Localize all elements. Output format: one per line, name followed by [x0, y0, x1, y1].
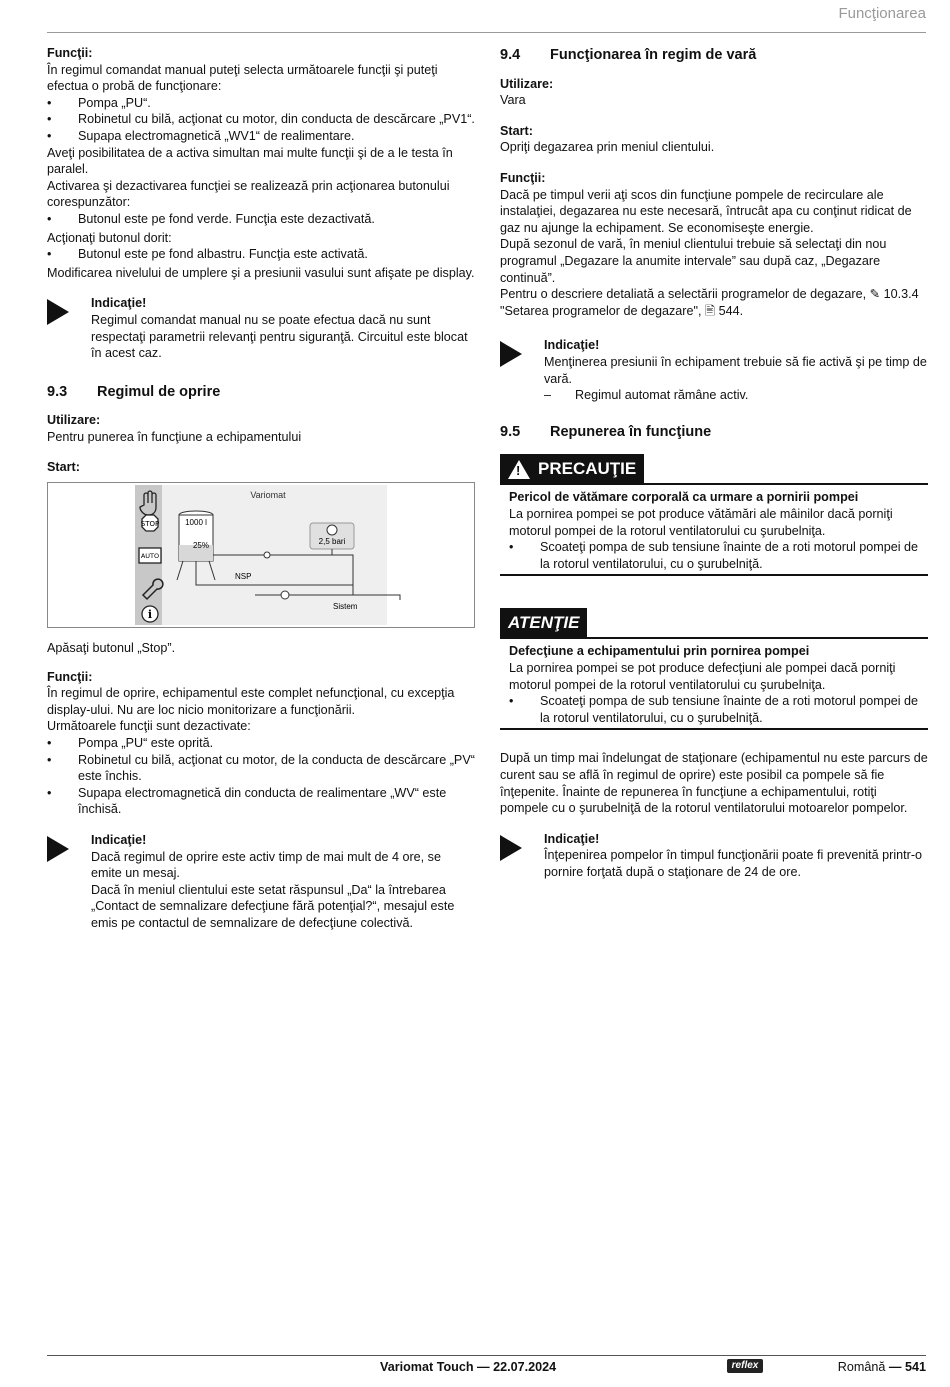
svg-text:i: i — [147, 608, 153, 622]
note-text: Înţepenirea pompelor în timpul funcţionării poate fi prevenită printr-o pornire forţată după o staţionare de 24 de ore. — [544, 848, 923, 879]
variomat-screen-figure — [47, 482, 475, 628]
list-item: • Pompa „PU“. — [47, 95, 475, 112]
note-text: Regimul comandat manual nu se poate efectua dacă nu sunt respectaţi parametrii relevanţi pentru siguranţă. Circuitul este blocat în acest caz. — [91, 312, 468, 361]
press-stop-text: Apăsaţi butonul „Stop”. — [47, 641, 176, 656]
tank-volume: 1000 l — [185, 518, 207, 528]
section-number: 9.5 — [500, 423, 521, 440]
list-item: • Supapa electromagnetică din conducta de realimentare „WV“ este închisă. — [47, 785, 475, 818]
note-box — [47, 295, 475, 361]
right-column — [500, 45, 928, 886]
pressure-gauge — [310, 523, 354, 549]
list-item: • Scoateţi pompa de sub tensiune înainte de a roti motorul pompei de la rotorul ventilatorului, cu o şurubelniţă. — [509, 539, 928, 572]
left-column — [47, 45, 475, 938]
list-item: – Regimul automat rămâne activ. — [544, 387, 928, 404]
note-text: Dacă regimul de oprire este activ timp de mai mult de 4 ore, se emite un mesaj. — [91, 849, 441, 881]
start-text: Opriţi degazarea prin meniul clientului. — [500, 140, 715, 155]
variomat-screen — [135, 485, 435, 625]
pressure-value: 2,5 bari — [318, 537, 346, 547]
section-title: Funcţionarea în regim de vară — [550, 47, 757, 63]
list-item: • Supapa electromagnetică „WV1“ de realimentare. — [47, 128, 475, 145]
paragraph: Acţionaţi butonul dorit: — [47, 230, 172, 245]
attention-text: La pornirea pompei se pot produce defecţiuni ale pompei dacă porniţi motorul pompei de la rotorul ventilatorului cu şurubelniţa. — [509, 660, 896, 692]
note-title: Indicaţie! — [544, 338, 600, 353]
arrow-icon — [47, 295, 91, 361]
note-box — [500, 831, 928, 881]
start-label: Start: — [500, 123, 533, 138]
note-text: Dacă în meniul clientului este setat răspunsul „Da“ la întrebarea „Contact de semnalizare defecţiune fără potenţial?“, mesajul este emis pe contactul de semnalizare de defecţiune colectivă. — [91, 882, 455, 930]
stop-label: STOP — [140, 520, 160, 529]
note-title: Indicaţie! — [91, 296, 147, 311]
warning-icon — [508, 460, 530, 479]
reflex-logo: reflex — [727, 1359, 763, 1373]
start-label: Start: — [47, 460, 80, 475]
functions-label: Funcţii: — [47, 46, 93, 60]
tank-level: 25% — [192, 541, 210, 551]
paragraph: Activarea şi dezactivarea funcţiei se realizează prin acţionarea butonului corespunzător: — [47, 178, 450, 210]
footer-doc: Variomat Touch — 22.07.2024 — [380, 1360, 557, 1374]
cross-reference[interactable]: Pentru o descriere detaliată a selectării programelor de degazare, ✎ 10.3.4 "Setarea programelor de degazare", 🖹 544. — [500, 287, 919, 318]
info-icon[interactable] — [142, 606, 158, 622]
section-title: Regimul de oprire — [97, 383, 221, 400]
attention-box — [500, 608, 928, 730]
section-heading — [500, 424, 928, 441]
usage-text: Pentru punerea în funcţiune a echipamentului — [47, 429, 302, 444]
paragraph: Următoarele funcţii sunt dezactivate: — [47, 719, 251, 734]
caution-text: La pornirea pompei se pot produce vătămări ale mâinilor dacă porniţi motorul pompei de la rotorul ventilatorului cu şurubelniţa. — [509, 506, 893, 538]
section-number: 9.3 — [47, 383, 68, 400]
functions-label: Funcţii: — [500, 170, 546, 185]
list-item: • Butonul este pe fond albastru. Funcţia este activată. — [47, 246, 475, 263]
nsp-label: NSP — [235, 572, 252, 582]
note-title: Indicaţie! — [91, 833, 147, 847]
footer-rule — [47, 1355, 926, 1356]
usage-label: Utilizare: — [500, 76, 554, 91]
footer-language: Română — [837, 1360, 886, 1374]
section-title: Repunerea în funcţiune — [550, 423, 712, 440]
paragraph: După un timp mai îndelungat de staţionare (echipamentul nu este parcurs de curent sau se află în regimul de oprire) este posibil ca pompele să fie înţepenite. Înainte de repunerea în funcţiune a echipamentului, rotiţi pompele cu o şurubelniţă de la rotorul ventilatorului motoarelor pompelor. — [500, 751, 928, 816]
system-label: Sistem — [333, 602, 358, 612]
arrow-icon — [500, 337, 544, 403]
page-number: — 541 — [888, 1360, 926, 1374]
attention-badge-label: ATENŢIE — [508, 613, 580, 633]
auto-label: AUTO — [140, 552, 160, 561]
auto-icon[interactable] — [139, 548, 161, 563]
caution-badge — [500, 454, 644, 483]
note-box — [500, 337, 928, 403]
list-item: • Butonul este pe fond verde. Funcţia este dezactivată. — [47, 211, 475, 228]
list-item: • Robinetul cu bilă, acţionat cu motor, din conducta de descărcare „PV1“. — [47, 111, 475, 128]
stop-icon[interactable] — [141, 515, 159, 531]
section-heading — [500, 47, 928, 64]
arrow-icon — [500, 831, 544, 881]
caution-title: Pericol de vătămare corporală ca urmare a pornirii pompei — [509, 490, 859, 505]
usage-text: Vara — [500, 93, 526, 108]
note-box — [47, 832, 475, 932]
attention-badge — [500, 608, 587, 637]
manual-intro: În regimul comandat manual puteţi selecta următoarele funcţii şi puteţi efectua o probă de funcţionare: — [47, 62, 438, 94]
list-item: • Scoateţi pompa de sub tensiune înainte de a roti motorul pompei de la rotorul ventilatorului, cu o şurubelniţă. — [509, 693, 928, 726]
section-number: 9.4 — [500, 47, 521, 63]
functions-label: Funcţii: — [47, 669, 93, 684]
list-item: • Robinetul cu bilă, acţionat cu motor, de la conducta de descărcare „PV“ este închis. — [47, 752, 475, 785]
caution-badge-label: PRECAUŢIE — [538, 458, 637, 478]
usage-label: Utilizare: — [47, 413, 101, 428]
paragraph: Dacă pe timpul verii aţi scos din funcţiune pompele de recirculare ale instalaţiei, degazarea nu este necesară, întrucât apa cu conţinut ridicat de gaz nu ajunge la echipament. Se economiseşte energie. — [500, 187, 912, 235]
section-heading — [47, 384, 475, 401]
footer-page — [838, 1360, 926, 1374]
header-rule — [47, 32, 926, 33]
caution-box — [500, 454, 928, 576]
paragraph: În regimul de oprire, echipamentul este complet nefuncţional, cu excepţia display-ului. Nu are loc nicio monitorizare a funcţionării. — [47, 686, 455, 717]
paragraph: Modificarea nivelului de umplere şi a presiunii vasului sunt afişate pe display. — [47, 265, 475, 280]
paragraph: Aveţi posibilitatea de a activa simultan mai multe funcţii şi de a le testa în paralel. — [47, 145, 453, 177]
running-header: Funcţionarea — [838, 5, 926, 22]
paragraph: După sezonul de vară, în meniul clientului trebuie să selectaţi din nou programul „Degazare la anumite intervale” sau după caz, „Degazare continuă”. — [500, 237, 887, 285]
list-item: • Pompa „PU“ este oprită. — [47, 735, 475, 752]
attention-title: Defecţiune a echipamentului prin pornirea pompei — [509, 644, 810, 659]
figure-title: Variomat — [250, 490, 286, 501]
note-text: Menţinerea presiunii în echipament trebuie să fie activă şi pe timp de vară. — [544, 354, 927, 386]
arrow-icon — [47, 832, 91, 932]
note-title: Indicaţie! — [544, 831, 600, 846]
